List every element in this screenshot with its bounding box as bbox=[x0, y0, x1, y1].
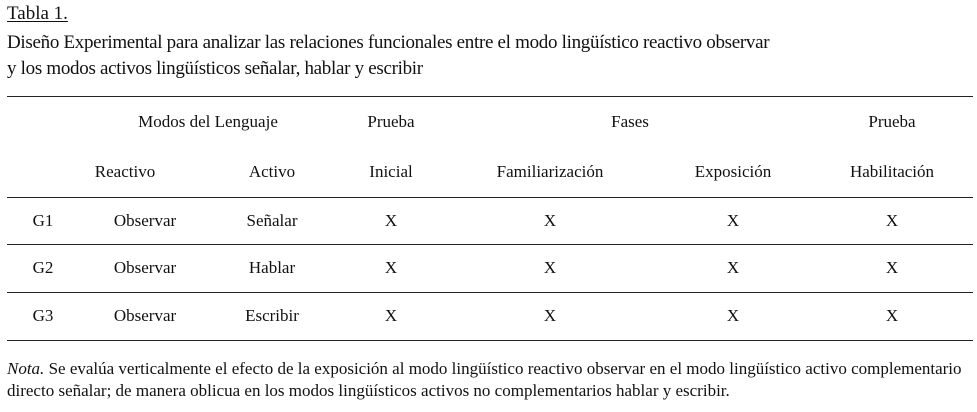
header-exposicion: Exposición bbox=[694, 162, 772, 181]
table-row-divider bbox=[7, 244, 973, 245]
cell-exposicion: X bbox=[726, 306, 740, 325]
cell-exposicion: X bbox=[726, 258, 740, 277]
cell-group: G3 bbox=[32, 306, 54, 325]
cell-inicial: X bbox=[384, 258, 398, 277]
cell-exposicion: X bbox=[726, 211, 740, 230]
header-habilitacion: Habilitación bbox=[849, 162, 935, 181]
cell-activo: Hablar bbox=[248, 258, 296, 277]
header-reactivo: Reactivo bbox=[94, 162, 156, 181]
table-header-rule bbox=[7, 197, 973, 198]
cell-habilitacion: X bbox=[885, 258, 899, 277]
table-label: Tabla 1. bbox=[7, 3, 68, 24]
table-bottom-rule bbox=[7, 340, 973, 341]
header-fases: Fases bbox=[611, 112, 649, 131]
table-note bbox=[7, 358, 973, 402]
cell-inicial: X bbox=[384, 306, 398, 325]
cell-familiarizacion: X bbox=[543, 306, 557, 325]
cell-habilitacion: X bbox=[885, 306, 899, 325]
table-top-rule bbox=[7, 96, 973, 97]
cell-activo: Señalar bbox=[246, 211, 298, 230]
cell-habilitacion: X bbox=[885, 211, 899, 230]
table-title-line-1: Diseño Experimental para analizar las relaciones funcionales entre el modo lingüístico reactivo observar bbox=[7, 32, 770, 53]
note-label: Nota. bbox=[7, 359, 45, 378]
cell-reactivo: Observar bbox=[113, 258, 177, 277]
table-title-line-2: y los modos activos lingüísticos señalar, hablar y escribir bbox=[7, 58, 423, 79]
header-prueba-inicial: Prueba bbox=[367, 112, 415, 131]
header-familiarizacion: Familiarización bbox=[496, 162, 604, 181]
cell-reactivo: Observar bbox=[113, 306, 177, 325]
note-text: Se evalúa verticalmente el efecto de la exposición al modo lingüístico reactivo observar en el modo lingüístico activo complementario directo señalar; de manera oblicua en los modos lingüísticos activos no complementarios hablar y escribir. bbox=[7, 359, 962, 400]
table-title bbox=[7, 30, 907, 82]
cell-inicial: X bbox=[384, 211, 398, 230]
table-row-divider bbox=[7, 292, 973, 293]
header-modos-del-lenguaje: Modos del Lenguaje bbox=[138, 112, 278, 131]
cell-activo: Escribir bbox=[245, 306, 299, 325]
cell-familiarizacion: X bbox=[543, 258, 557, 277]
cell-group: G1 bbox=[32, 211, 54, 230]
header-inicial: Inicial bbox=[369, 162, 413, 181]
cell-reactivo: Observar bbox=[113, 211, 177, 230]
cell-group: G2 bbox=[32, 258, 54, 277]
header-activo: Activo bbox=[248, 162, 296, 181]
header-prueba-habilitacion: Prueba bbox=[868, 112, 916, 131]
cell-familiarizacion: X bbox=[543, 211, 557, 230]
